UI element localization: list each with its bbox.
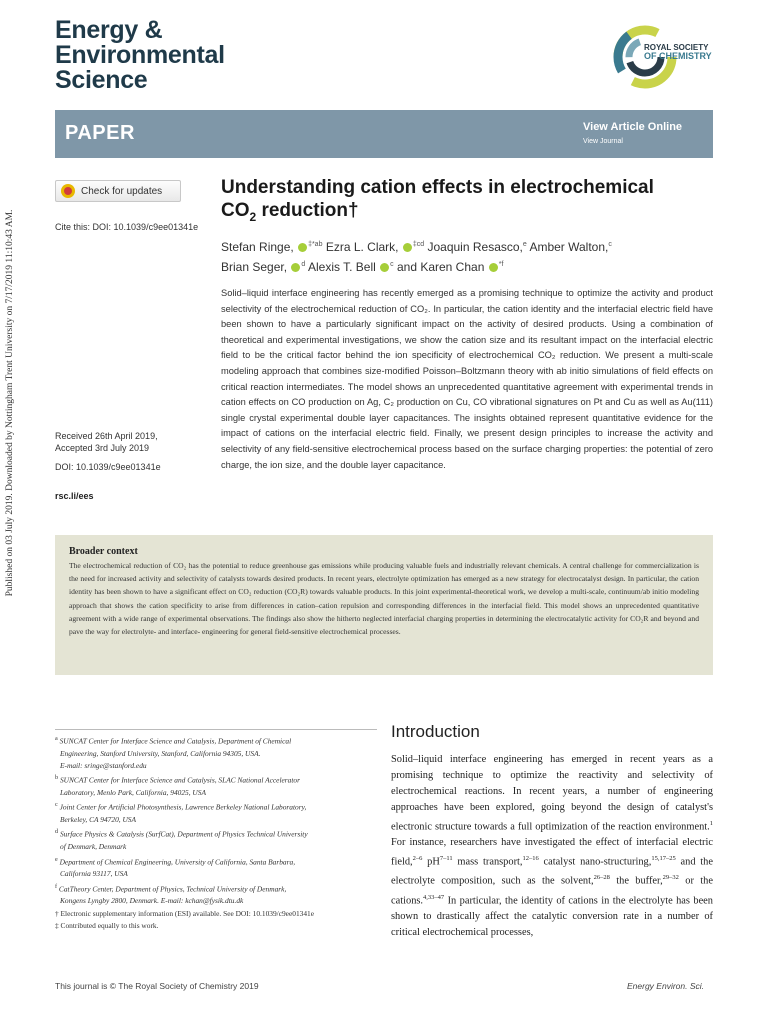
footnote-mark: e [55, 856, 58, 863]
journal-title [55, 18, 225, 93]
footnote-mark: f [55, 883, 58, 890]
view-article-online-link[interactable]: View Article Online [583, 121, 683, 133]
title-co: CO [221, 200, 250, 221]
footnote-mark: d [55, 829, 59, 836]
title-main: Understanding cation effects in electrochemical [221, 177, 654, 198]
introduction-body [391, 752, 713, 941]
download-note: Published on 03 July 2019. Downloaded by Nottingham Trent University on 7/17/2019 11:10:43 AM. [5, 209, 15, 597]
footnote-text: Kongens Lyngby 2800, Denmark. E-mail: kchan@fysik.dtu.dk [60, 896, 244, 906]
intro-text: or the cations. [391, 875, 713, 907]
citation-ref[interactable]: 15,17–25 [651, 854, 676, 862]
author-marks: c [390, 261, 394, 268]
footnote-text: CatTheory Center, Department of Physics, Technical University of Denmark, [58, 884, 287, 894]
orcid-icon[interactable] [489, 263, 498, 272]
author-name[interactable]: Joaquin Resasco, [427, 240, 523, 254]
article-doi[interactable]: DOI: 10.1039/c9ee01341e [55, 462, 161, 472]
publisher-name [644, 43, 712, 61]
affiliation-footnote [55, 854, 377, 881]
citation-ref[interactable]: 7–11 [439, 854, 453, 862]
abstract: Solid–liquid interface engineering has recently emerged as a promising technique to optimize the activity and product selectivity of the electrochemical reduction of CO₂. In particular, the cation identity and the interfacial electric field have been shown to have a particularly significant impact on the activity of desired products. Using a combination of theoretical and experimental investigations, we show the cation size and its resultant impact on the interfacial electric field to be the critical factor behind the ion specificity of electrochemical CO₂ reduction. We present a multi-scale modeling approach that combines size-modified Poisson–Boltzmann theory with ab initio simulations of field effects on critical reaction intermediates. The model shows an unprecedented quantitative agreement with experimental trends in cation effects on CO production on Ag, C₂ production on Cu, CO vibrational signatures on Pt and Cu as well as Au(111) single crystal experimental double layer capacitances. The insights obtained represent quantitative evidence for the impact of cations on the interfacial electric field. Finally, we present design principles to increase the activity and selectivity of any field-sensitive electrochemical process based on the surface charging properties: the potential of zero charge, the ion size, and the double layer capacitance. [221, 288, 713, 470]
footnote-text: Department of Chemical Engineering, University of California, Santa Barbara, [59, 857, 296, 867]
author-marks: *f [498, 261, 504, 268]
affiliation-footnote [55, 733, 377, 772]
cite-this [55, 222, 198, 232]
orcid-icon[interactable] [403, 243, 412, 252]
author-marks: ‡cd [412, 241, 425, 248]
affiliation-footnote [55, 772, 377, 799]
intro-text: catalyst nano-structuring, [538, 856, 652, 868]
intro-text: Solid–liquid interface engineering has emerged in recent years as a promising technique to optimize the reactivity and selectivity of electrochemical reactions. In recent years, a number of engineering approaches have been explored, going beyond the design of catalyst's electronic structure towards a full optimization of the reaction environment. [391, 754, 713, 833]
check-for-updates-button[interactable] [55, 180, 181, 202]
footnote-text: Surface Physics & Catalysis (SurfCat), Department of Physics Technical University [59, 829, 308, 839]
intro-text: mass transport, [452, 856, 523, 868]
broader-context-title: Broader context [69, 546, 138, 557]
footnote-mark: c [55, 802, 58, 809]
received-date: Received 26th April 2019, [55, 431, 158, 441]
footnote-mark: a [55, 736, 58, 742]
intro-text: For instance, researchers have investigated the effect of interfacial electric field, [391, 837, 713, 868]
intro-text: and the electrolyte composition, such as the solvent, [391, 856, 713, 887]
footer-copyright: This journal is © The Royal Society of Chemistry 2019 [55, 981, 259, 991]
article-type-banner [55, 110, 713, 158]
author-name[interactable]: Amber Walton, [529, 240, 609, 254]
author-marks: e [522, 241, 527, 248]
author-name[interactable]: and Karen Chan [396, 260, 485, 274]
footnote-text: Berkeley, CA 94720, USA [60, 815, 137, 825]
author-list [221, 236, 721, 276]
journal-link[interactable]: rsc.li/ees [55, 491, 94, 501]
footnote-email[interactable]: E-mail: sringe@stanford.edu [60, 761, 147, 771]
accepted-date: Accepted 3rd July 2019 [55, 443, 150, 453]
intro-text: In particular, the identity of cations in the electrolyte has been shown to drastically affect the catalytic conversion rate in a number of critical electrochemical processes, [391, 895, 713, 938]
footnote-text: California 93117, USA [60, 869, 128, 879]
footnote-text: Engineering, Stanford University, Stanford, California 94305, USA. [60, 748, 261, 758]
cite-prefix: Cite this: [55, 222, 91, 232]
author-marks: d [301, 261, 306, 268]
journal-title-line: Science [55, 66, 148, 94]
introduction-heading: Introduction [391, 722, 480, 741]
article-type-label: PAPER [65, 122, 135, 144]
citation-ref[interactable]: 4,33–47 [423, 893, 445, 901]
intro-text: pH [422, 856, 440, 868]
orcid-icon[interactable] [291, 263, 300, 272]
citation-ref[interactable]: 12–16 [522, 854, 539, 862]
view-journal-link[interactable]: View Journal [583, 138, 623, 145]
esi-footnote: † Electronic supplementary information (ESI) available. See DOI: 10.1039/c9ee01341e [55, 908, 315, 918]
title-subscript: 2 [249, 209, 257, 224]
footnote-text: SUNCAT Center for Interface Science and Catalysis, Department of Chemical [59, 736, 292, 746]
publisher-line: OF CHEMISTRY [644, 51, 712, 61]
footnote-divider [55, 729, 377, 730]
journal-title-line: Environmental [55, 41, 225, 69]
publisher-line: ROYAL SOCIETY [644, 43, 709, 52]
affiliation-footnote [55, 881, 377, 908]
footnote-mark: b [55, 775, 59, 782]
author-name[interactable]: Alexis T. Bell [307, 260, 376, 274]
title-end: reduction† [256, 200, 359, 221]
affiliation-footnote [55, 799, 377, 826]
cite-doi[interactable]: DOI: 10.1039/c9ee01341e [92, 222, 199, 232]
check-for-updates-label: Check for updates [81, 185, 163, 197]
journal-title-line: Energy & [55, 16, 163, 44]
author-marks: c [608, 241, 612, 248]
broader-context-body: The electrochemical reduction of CO₂ has the potential to reduce greenhouse gas emissions while producing valuable fuels and industrially relevant chemicals. A central challenge for commercialization is the need for increased activity and selectivity of catalysts towards desired products. In recent years, electrolyte optimization has emerged as a new strategy for electrocatalyst design. In particular, the cation identity has been shown to have a significant effect on CO₂ reduction (CO₂R) towards valuable products. In this joint experimental-theoretical work, we develop a multi-scale, continuum/ab initio modeling approach that shows the cation specificity to arise from differences in cation–cation repulsion and corresponding differences in the interfacial field. This model shows an unprecedented quantitative agreement with a wide range of experimental observations. The findings also show the hitherto neglected interfacial charging properties in determining the electrocatalytic activity for CO₂R and beyond and pave the way for electrolyte- and interface- engineering for general field-sensitive electrochemical processes. [69, 561, 699, 637]
orcid-icon[interactable] [298, 243, 307, 252]
author-name[interactable]: Brian Seger, [221, 260, 288, 274]
citation-ref[interactable]: 2–6 [412, 854, 423, 862]
citation-ref[interactable]: 29–32 [662, 874, 679, 882]
author-marks: ‡*ab [308, 241, 323, 248]
author-name[interactable]: Stefan Ringe, [221, 240, 294, 254]
footnote-text: Joint Center for Artificial Photosynthesis, Lawrence Berkeley National Laboratory, [59, 802, 307, 812]
citation-ref[interactable]: 26–28 [593, 874, 610, 882]
footer-journal: Energy Environ. Sci. [627, 981, 705, 991]
author-name[interactable]: Ezra L. Clark, [325, 240, 399, 254]
article-title [221, 176, 721, 229]
intro-text: the buffer, [609, 875, 663, 887]
footnote-text: SUNCAT Center for Interface Science and Catalysis, SLAC National Accelerator [59, 775, 300, 785]
footnotes [55, 733, 377, 932]
equal-contribution-footnote: ‡ Contributed equally to this work. [55, 920, 159, 930]
footnote-text: Laboratory, Menlo Park, California, 94025, USA [60, 788, 206, 798]
footnote-text: of Denmark, Denmark [60, 842, 127, 852]
orcid-icon[interactable] [380, 263, 389, 272]
affiliation-footnote [55, 826, 377, 853]
broader-context-box [55, 535, 713, 675]
citation-ref[interactable]: 1 [709, 819, 713, 827]
update-icon [61, 184, 75, 198]
publication-dates [55, 430, 215, 454]
